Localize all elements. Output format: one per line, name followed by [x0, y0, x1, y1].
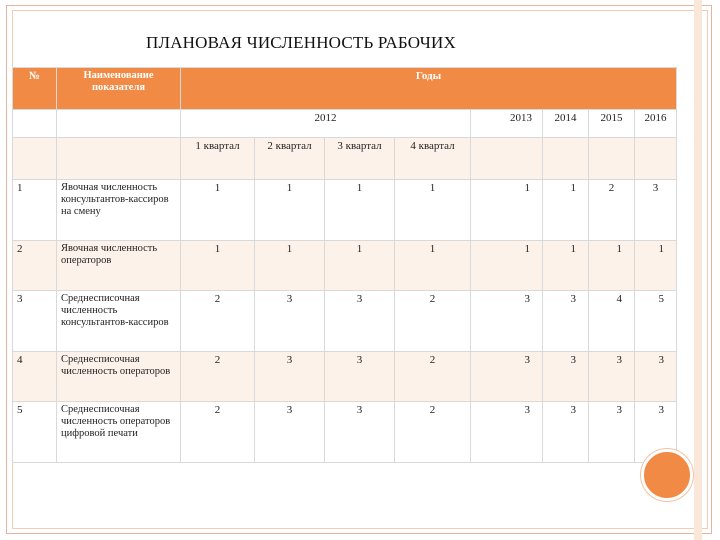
value-cell: 1	[181, 180, 255, 241]
empty-cell	[13, 138, 57, 180]
header-years: Годы	[181, 68, 677, 110]
value-cell: 3	[255, 402, 325, 463]
value-cell: 1	[325, 240, 395, 290]
table-row	[13, 351, 677, 401]
value-cell: 1	[543, 240, 589, 290]
value-cell: 3	[589, 351, 635, 401]
value-cell: 1	[181, 240, 255, 290]
row-name: Явочная численность консультантов-кассиров на смену	[57, 180, 181, 241]
header-name: Наименование показателя	[57, 68, 181, 110]
value-cell: 3	[589, 402, 635, 463]
value-cell: 1	[325, 180, 395, 241]
value-cell: 3	[635, 351, 677, 401]
row-name: Среднесписочная численность консультантов-кассиров	[57, 291, 181, 352]
value-cell: 2	[181, 351, 255, 401]
value-cell: 1	[471, 240, 543, 290]
empty-cell	[589, 138, 635, 180]
empty-cell	[635, 138, 677, 180]
year-row	[13, 109, 677, 138]
value-cell: 3	[635, 402, 677, 463]
row-name: Явочная численность операторов	[57, 240, 181, 290]
value-cell: 1	[543, 180, 589, 241]
table-row	[13, 240, 677, 290]
year-2015: 2015	[589, 109, 635, 138]
empty-cell	[471, 138, 543, 180]
value-cell: 1	[635, 240, 677, 290]
empty-cell	[13, 109, 57, 138]
row-num: 1	[13, 180, 57, 241]
value-cell: 1	[395, 180, 471, 241]
quarter-3: 3 квартал	[325, 138, 395, 180]
empty-cell	[543, 138, 589, 180]
value-cell: 1	[589, 240, 635, 290]
page-title: ПЛАНОВАЯ ЧИСЛЕННОСТЬ РАБОЧИХ	[146, 33, 456, 52]
value-cell: 3	[325, 351, 395, 401]
value-cell: 1	[395, 240, 471, 290]
value-cell: 2	[395, 291, 471, 352]
row-num: 4	[13, 351, 57, 401]
header-row	[13, 68, 677, 110]
value-cell: 2	[589, 180, 635, 241]
row-num: 2	[13, 240, 57, 290]
slide-side-stripe	[694, 0, 702, 540]
value-cell: 3	[255, 291, 325, 352]
row-num: 3	[13, 291, 57, 352]
value-cell: 3	[543, 351, 589, 401]
quarter-row	[13, 138, 677, 180]
value-cell: 1	[255, 180, 325, 241]
value-cell: 1	[255, 240, 325, 290]
value-cell: 2	[181, 402, 255, 463]
value-cell: 2	[395, 351, 471, 401]
value-cell: 2	[395, 402, 471, 463]
value-cell: 3	[543, 291, 589, 352]
empty-cell	[57, 109, 181, 138]
year-2014: 2014	[543, 109, 589, 138]
quarter-4: 4 квартал	[395, 138, 471, 180]
value-cell: 3	[471, 402, 543, 463]
table-row	[13, 402, 677, 463]
table-row	[13, 291, 677, 352]
staffing-table	[12, 67, 677, 463]
value-cell: 1	[471, 180, 543, 241]
quarter-1: 1 квартал	[181, 138, 255, 180]
header-num: №	[13, 68, 57, 110]
value-cell: 3	[471, 291, 543, 352]
year-2016: 2016	[635, 109, 677, 138]
value-cell: 3	[325, 402, 395, 463]
value-cell: 3	[471, 351, 543, 401]
quarter-2: 2 квартал	[255, 138, 325, 180]
value-cell: 3	[635, 180, 677, 241]
value-cell: 5	[635, 291, 677, 352]
empty-cell	[57, 138, 181, 180]
year-2012: 2012	[181, 109, 471, 138]
value-cell: 3	[325, 291, 395, 352]
value-cell: 3	[255, 351, 325, 401]
row-name: Среднесписочная численность операторов	[57, 351, 181, 401]
decorative-circle	[641, 449, 693, 501]
row-name: Среднесписочная численность операторов цифровой печати	[57, 402, 181, 463]
year-2013: 2013	[471, 109, 543, 138]
table-row	[13, 180, 677, 241]
value-cell: 3	[543, 402, 589, 463]
value-cell: 4	[589, 291, 635, 352]
value-cell: 2	[181, 291, 255, 352]
row-num: 5	[13, 402, 57, 463]
